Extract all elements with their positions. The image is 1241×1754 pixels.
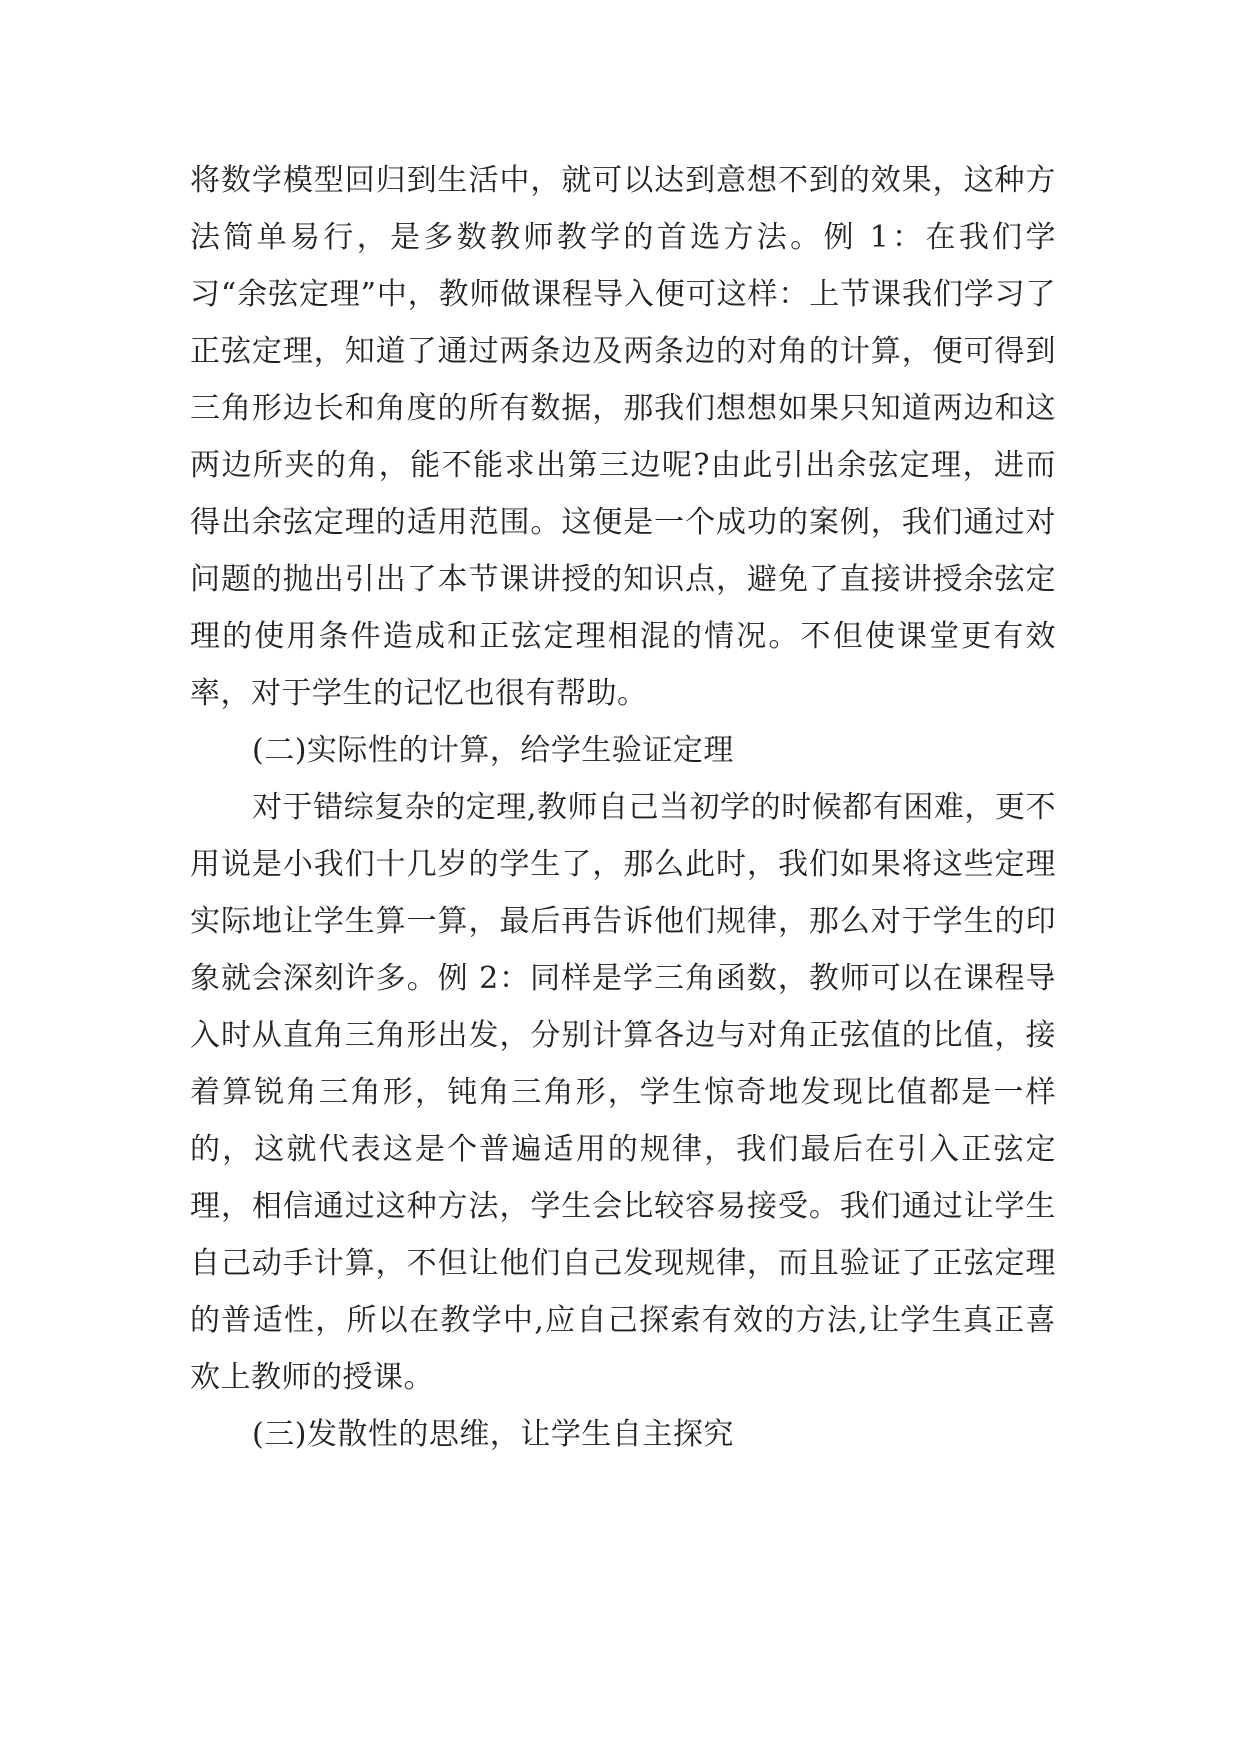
body-paragraph-1: 将数学模型回归到生活中，就可以达到意想不到的效果，这种方法简单易行，是多数教师教学的首选方法。例 1：在我们学习“余弦定理”中，教师做课程导入便可这样：上节课我们学习了正弦定理，知道了通过两条边及两条边的对角的计算，便可得到三角形边长和角度的所有数据，那我们想想如果只知道两边和这两边所夹的角，能不能求出第三边呢?由此引出余弦定理，进而得出余弦定理的适用范围。这便是一个成功的案例，我们通过对问题的抛出引出了本节课讲授的知识点，避免了直接讲授余弦定理的使用条件造成和正弦定理相混的情况。不但使课堂更有效率，对于学生的记忆也很有帮助。 — [190, 163, 1056, 711]
body-paragraph-2: 对于错综复杂的定理,教师自己当初学的时候都有困难，更不用说是小我们十几岁的学生了，那么此时，我们如果将这些定理实际地让学生算一算，最后再告诉他们规律，那么对于学生的印象就会深刻许多。例 2：同样是学三角函数，教师可以在课程导入时从直角三角形出发，分别计算各边与对角正弦值的比值，接着算锐角三角形，钝角三角形，学生惊奇地发现比值都是一样的，这就代表这是个普遍适用的规律，我们最后在引入正弦定理，相信通过这种方法，学生会比较容易接受。我们通过让学生自己动手计算，不但让他们自己发现规律，而且验证了正弦定理的普适性，所以在教学中,应自己探索有效的方法,让学生真正喜欢上教师的授课。 — [190, 790, 1056, 1395]
document-page — [190, 152, 1056, 1463]
section-heading-2: (二)实际性的计算，给学生验证定理 — [252, 733, 734, 768]
section-heading-3: (三)发散性的思维，让学生自主探究 — [252, 1417, 734, 1452]
